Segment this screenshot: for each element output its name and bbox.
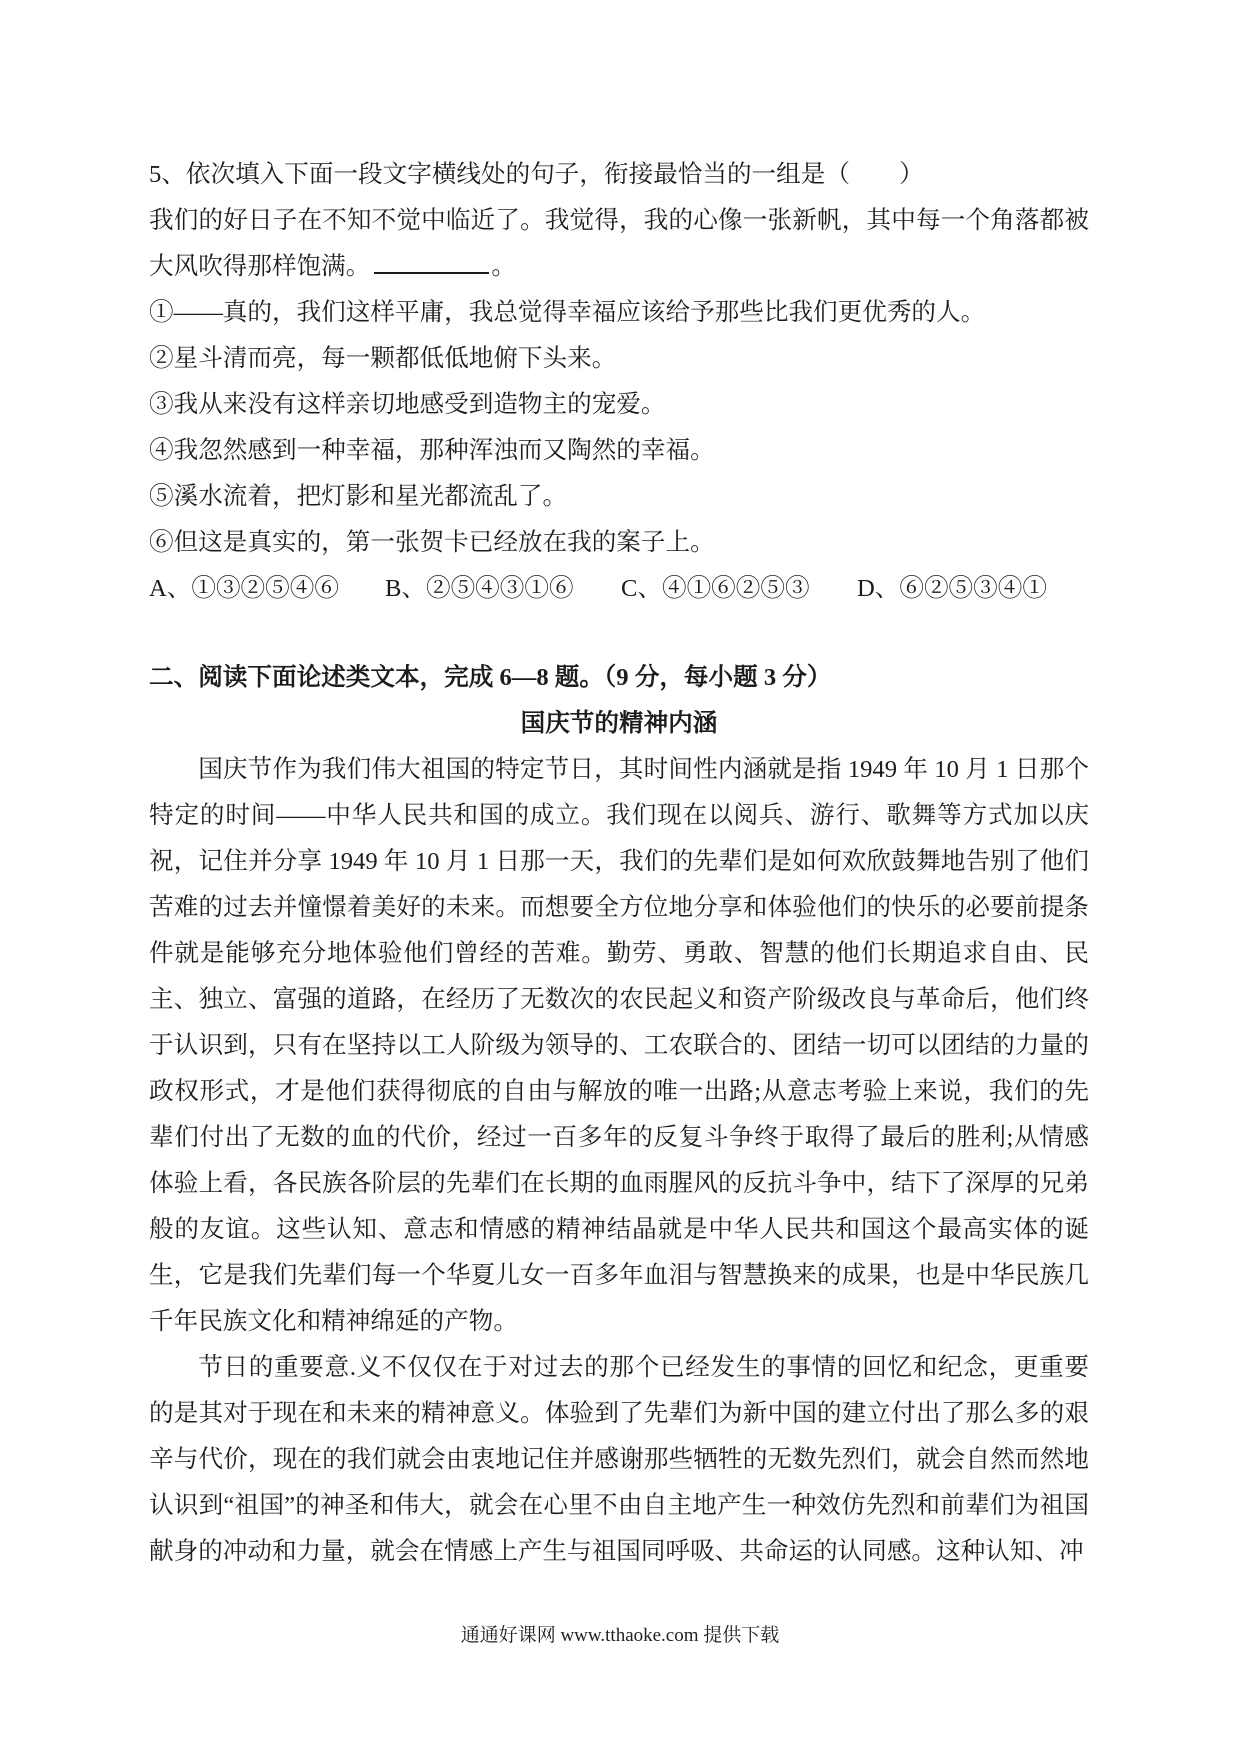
candidate-sentence-5: ⑤溪水流着，把灯影和星光都流乱了。 — [149, 483, 568, 510]
candidate-sentence-2: ②星斗清而亮，每一颗都低低地俯下头来。 — [149, 345, 617, 372]
section-2 — [149, 655, 1089, 1575]
question-5 — [149, 152, 1089, 612]
answer-option-c: C、④①⑥②⑤③ — [621, 575, 810, 602]
question-5-stem: 5、依次填入下面一段文字横线处的句子，衔接最恰当的一组是（ ） — [149, 161, 924, 188]
passage-text: 我们的好日子在不知不觉中临近了。我觉得，我的心像一张新帆，其中每一个角落都被大风吹得那样饱满。 — [149, 207, 1089, 280]
article-title: 国庆节的精神内涵 — [520, 710, 718, 737]
answer-option-b: B、②⑤④③①⑥ — [385, 575, 574, 602]
answer-option-a: A、①③②⑤④⑥ — [149, 575, 339, 602]
candidate-sentence-4: ④我忽然感到一种幸福，那种浑浊而又陶然的幸福。 — [149, 437, 715, 464]
answer-blank — [374, 250, 489, 274]
article-paragraph-2: 节日的重要意.义不仅仅在于对过去的那个已经发生的事情的回忆和纪念，更重要的是其对于现在和未来的精神意义。体验到了先辈们为新中国的建立付出了那么多的艰辛与代价，现在的我们就会由衷地记住并感谢那些牺牲的无数先烈们，就会自然而然地认识到“祖国”的神圣和伟大，就会在心里不由自主地产生一种效仿先烈和前辈们为祖国献身的冲动和力量，就会在情感上产生与祖国同呼吸、共命运的认同感。这种认知、冲 — [149, 1354, 1089, 1565]
section-heading: 二、阅读下面论述类文本，完成 6—8 题。（9 分，每小题 3 分） — [149, 664, 832, 691]
page-content — [149, 152, 1089, 1575]
answer-option-d: D、⑥②⑤③④① — [857, 575, 1047, 602]
candidate-sentence-6: ⑥但这是真实的，第一张贺卡已经放在我的案子上。 — [149, 529, 715, 556]
passage-end-punctuation: 。 — [491, 253, 516, 280]
question-5-passage — [149, 198, 1089, 290]
article-paragraph-1: 国庆节作为我们伟大祖国的特定节日，其时间性内涵就是指 1949 年 10 月 1 日那个特定的时间——中华人民共和国的成立。我们现在以阅兵、游行、歌舞等方式加以庆祝，记住并分享 1949 年 10 月 1 日那一天，我们的先辈们是如何欢欣鼓舞地告别了他们苦难的过去并憧憬着美好的未来。而想要全方位地分享和体验他们的快乐的必要前提条件就是能够充分地体验他们曾经的苦难。勤劳、勇敢、智慧的他们长期追求自由、民主、独立、富强的道路，在经历了无数次的农民起义和资产阶级改良与革命后，他们终于认识到，只有在坚持以工人阶级为领导的、工农联合的、团结一切可以团结的力量的政权形式，才是他们获得彻底的自由与解放的唯一出路;从意志考验上来说，我们的先辈们付出了无数的血的代价，经过一百多年的反复斗争终于取得了最后的胜利;从情感体验上看，各民族各阶层的先辈们在长期的血雨腥风的反抗斗争中，结下了深厚的兄弟般的友谊。这些认知、意志和情感的精神结晶就是中华人民共和国这个最高实体的诞生，它是我们先辈们每一个华夏儿女一百多年血泪与智慧换来的成果，也是中华民族几千年民族文化和精神绵延的产物。 — [149, 756, 1089, 1335]
page-footer: 通通好课网 www.tthaoke.com 提供下载 — [460, 1625, 780, 1646]
candidate-sentence-1: ①——真的，我们这样平庸，我总觉得幸福应该给予那些比我们更优秀的人。 — [149, 299, 986, 326]
candidate-sentence-3: ③我从来没有这样亲切地感受到造物主的宠爱。 — [149, 391, 666, 418]
answer-options — [149, 566, 1089, 612]
